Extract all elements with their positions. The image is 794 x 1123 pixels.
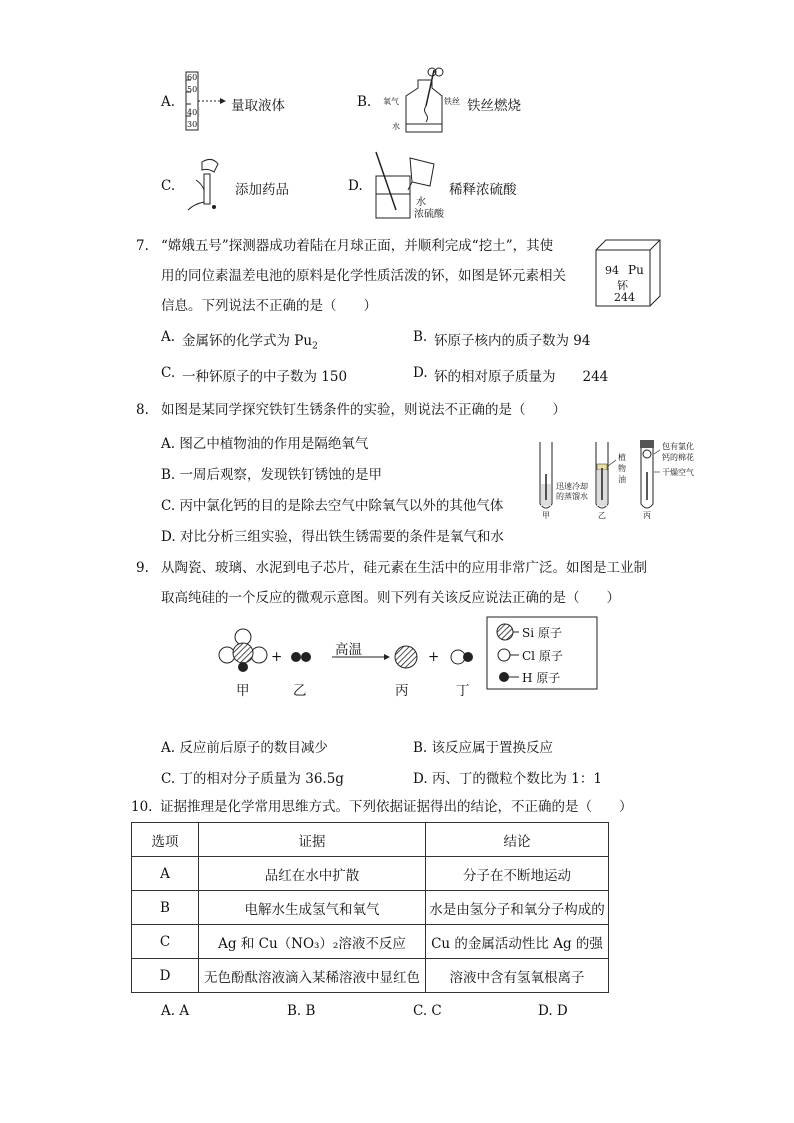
q9-option-d: D. 丙、丁的微粒个数比为 1：1 [413, 771, 602, 787]
q8-option-c: C. 丙中氯化钙的目的是除去空气中除氧气以外的其他气体 [161, 498, 504, 514]
q7-option-b-text: 钚原子核内的质子数为 94 [434, 333, 591, 349]
q9-stem-line-2: 取高纯硅的一个反应的微观示意图。则下列有关该反应说法正确的是（ ） [161, 590, 620, 606]
cylinder-tick-60: 60 [187, 73, 198, 82]
q8-stem: 如图是某同学探究铁钉生锈条件的实验，则说法不正确的是（ ） [161, 402, 566, 418]
q7-stem-line-1: “嫦娥五号”探测器成功着陆在月球正面，并顺利完成“挖土”，其使 [161, 238, 554, 254]
table-header-row [132, 823, 609, 857]
q9-stem-line-1: 从陶瓷、玻璃、水泥到电子芯片，硅元素在生活中的应用非常广泛。如图是工业制 [161, 560, 647, 576]
rust-annot-oil-1: 植 [618, 453, 626, 462]
q9-option-a: A. 反应前后原子的数目减少 [161, 740, 328, 756]
reaction-label-jia: 甲 [236, 683, 250, 699]
q8-number: 8. [136, 402, 149, 418]
cylinder-tick-30: 30 [187, 120, 198, 129]
header-evidence: 证据 [199, 823, 426, 857]
q7-number: 7. [136, 238, 149, 254]
q8-option-b: B. 一周后观察，发现铁钉锈蚀的是甲 [161, 467, 383, 483]
q8-option-d: D. 对比分析三组实验，得出铁生锈需要的条件是氧气和水 [161, 529, 504, 545]
water-annotation-d: 水 [416, 197, 426, 208]
q10-number: 10. [131, 799, 153, 815]
element-name: 钚 [617, 279, 628, 292]
reaction-condition: 高温 [335, 642, 362, 658]
adding-reagent-figure [184, 152, 224, 212]
row-a-conclusion: 分子在不断地运动 [426, 857, 609, 891]
q8-option-a: A. 图乙中植物油的作用是隔绝氧气 [161, 436, 369, 452]
reaction-label-ding: 丁 [456, 683, 470, 699]
legend-cl: Cl 原子 [522, 649, 563, 663]
q7-option-d-text: 钚的相对原子质量为 244 [434, 369, 609, 385]
q9-option-c: C. 丁的相对分子质量为 36.5g [161, 771, 344, 787]
q7-option-c-text: 一种钚原子的中子数为 150 [182, 369, 348, 385]
row-a-evidence: 品红在水中扩散 [199, 857, 426, 891]
legend-h: H 原子 [522, 671, 561, 685]
rust-annot-water-2: 的蒸馏水 [556, 492, 588, 501]
reaction-plus-1: + [271, 649, 283, 665]
rust-annot-cacl-2: 钙的棉花 [662, 453, 694, 462]
rust-label-bing: 丙 [643, 511, 651, 520]
row-c-option: C [132, 925, 199, 959]
q7-stem-line-2: 用的同位素温差电池的原料是化学性质活泼的钚，如图是钚元素相关 [161, 268, 566, 284]
table-row [132, 857, 609, 891]
rust-annot-air: 干燥空气 [662, 468, 694, 477]
reaction-plus-2: + [428, 649, 440, 665]
q6-option-c-label: 添加药品 [235, 182, 289, 198]
table-row [132, 959, 609, 993]
legend-si: Si 原子 [522, 626, 562, 640]
header-option: 选项 [132, 823, 199, 857]
row-d-conclusion: 溶液中含有氢氧根离子 [426, 959, 609, 993]
q10-answer-b: B. B [287, 1003, 316, 1019]
table-row [132, 925, 609, 959]
acid-annotation: 浓硫酸 [414, 209, 444, 220]
rust-label-yi: 乙 [598, 511, 606, 520]
row-a-option: A [132, 857, 199, 891]
water-annotation-b: 水 [392, 122, 400, 131]
rust-annot-oil-2: 物 [618, 464, 626, 473]
q10-answer-d: D. D [538, 1003, 568, 1019]
element-symbol: Pu [628, 263, 644, 277]
rust-label-jia: 甲 [542, 511, 550, 520]
iron-wire-annotation: 铁丝 [444, 97, 460, 106]
q6-option-d-label: 稀释浓硫酸 [449, 182, 517, 198]
rust-annot-water-1: 迅速冷却 [556, 482, 588, 491]
q10-stem: 证据推理是化学常用思维方式。下列依据证据得出的结论，不正确的是（ ） [160, 799, 633, 815]
row-b-option: B [132, 891, 199, 925]
cylinder-tick-50: 50 [187, 85, 198, 94]
q7-option-c-letter: C. [161, 365, 176, 381]
header-conclusion: 结论 [426, 823, 609, 857]
q6-option-d-letter: D. [348, 178, 363, 194]
o2-annotation: 氧气 [383, 97, 399, 106]
q9-number: 9. [136, 560, 149, 576]
row-b-evidence: 电解水生成氢气和氧气 [199, 891, 426, 925]
reaction-label-bing: 丙 [395, 683, 409, 699]
evidence-table [131, 822, 609, 993]
q10-answer-a: A. A [161, 1003, 190, 1019]
row-d-option: D [132, 959, 199, 993]
rust-annot-cacl-1: 包有氯化 [662, 442, 694, 451]
q6-option-c-letter: C. [161, 178, 176, 194]
cylinder-tick-40: 40 [187, 108, 198, 117]
row-b-conclusion: 水是由氢分子和氧分子构成的 [426, 891, 609, 925]
row-c-evidence: Ag 和 Cu（NO₃）₂溶液不反应 [199, 925, 426, 959]
table-row [132, 891, 609, 925]
q6-option-b-label: 铁丝燃烧 [467, 98, 521, 114]
element-number: 94 [605, 264, 619, 277]
q6-option-b-letter: B. [357, 94, 372, 110]
element-mass: 244 [614, 291, 635, 304]
q7-option-d-letter: D. [413, 365, 428, 381]
q6-option-a-label: 量取液体 [231, 98, 285, 114]
row-c-conclusion: Cu 的金属活动性比 Ag 的强 [426, 925, 609, 959]
rust-annot-oil-3: 油 [618, 475, 626, 484]
q7-option-b-letter: B. [413, 329, 428, 345]
q7-option-a-letter: A. [161, 329, 176, 345]
reaction-label-yi: 乙 [293, 683, 307, 699]
q7-option-a-text: 金属钚的化学式为 $Pu_2$ [182, 333, 318, 352]
q9-option-b: B. 该反应属于置换反应 [413, 740, 554, 756]
q10-answer-c: C. C [413, 1003, 442, 1019]
q7-stem-line-3: 信息。下列说法不正确的是（ ） [161, 298, 377, 314]
row-d-evidence: 无色酚酞溶液滴入某稀溶液中显红色 [199, 959, 426, 993]
q6-option-a-letter: A. [161, 94, 176, 110]
